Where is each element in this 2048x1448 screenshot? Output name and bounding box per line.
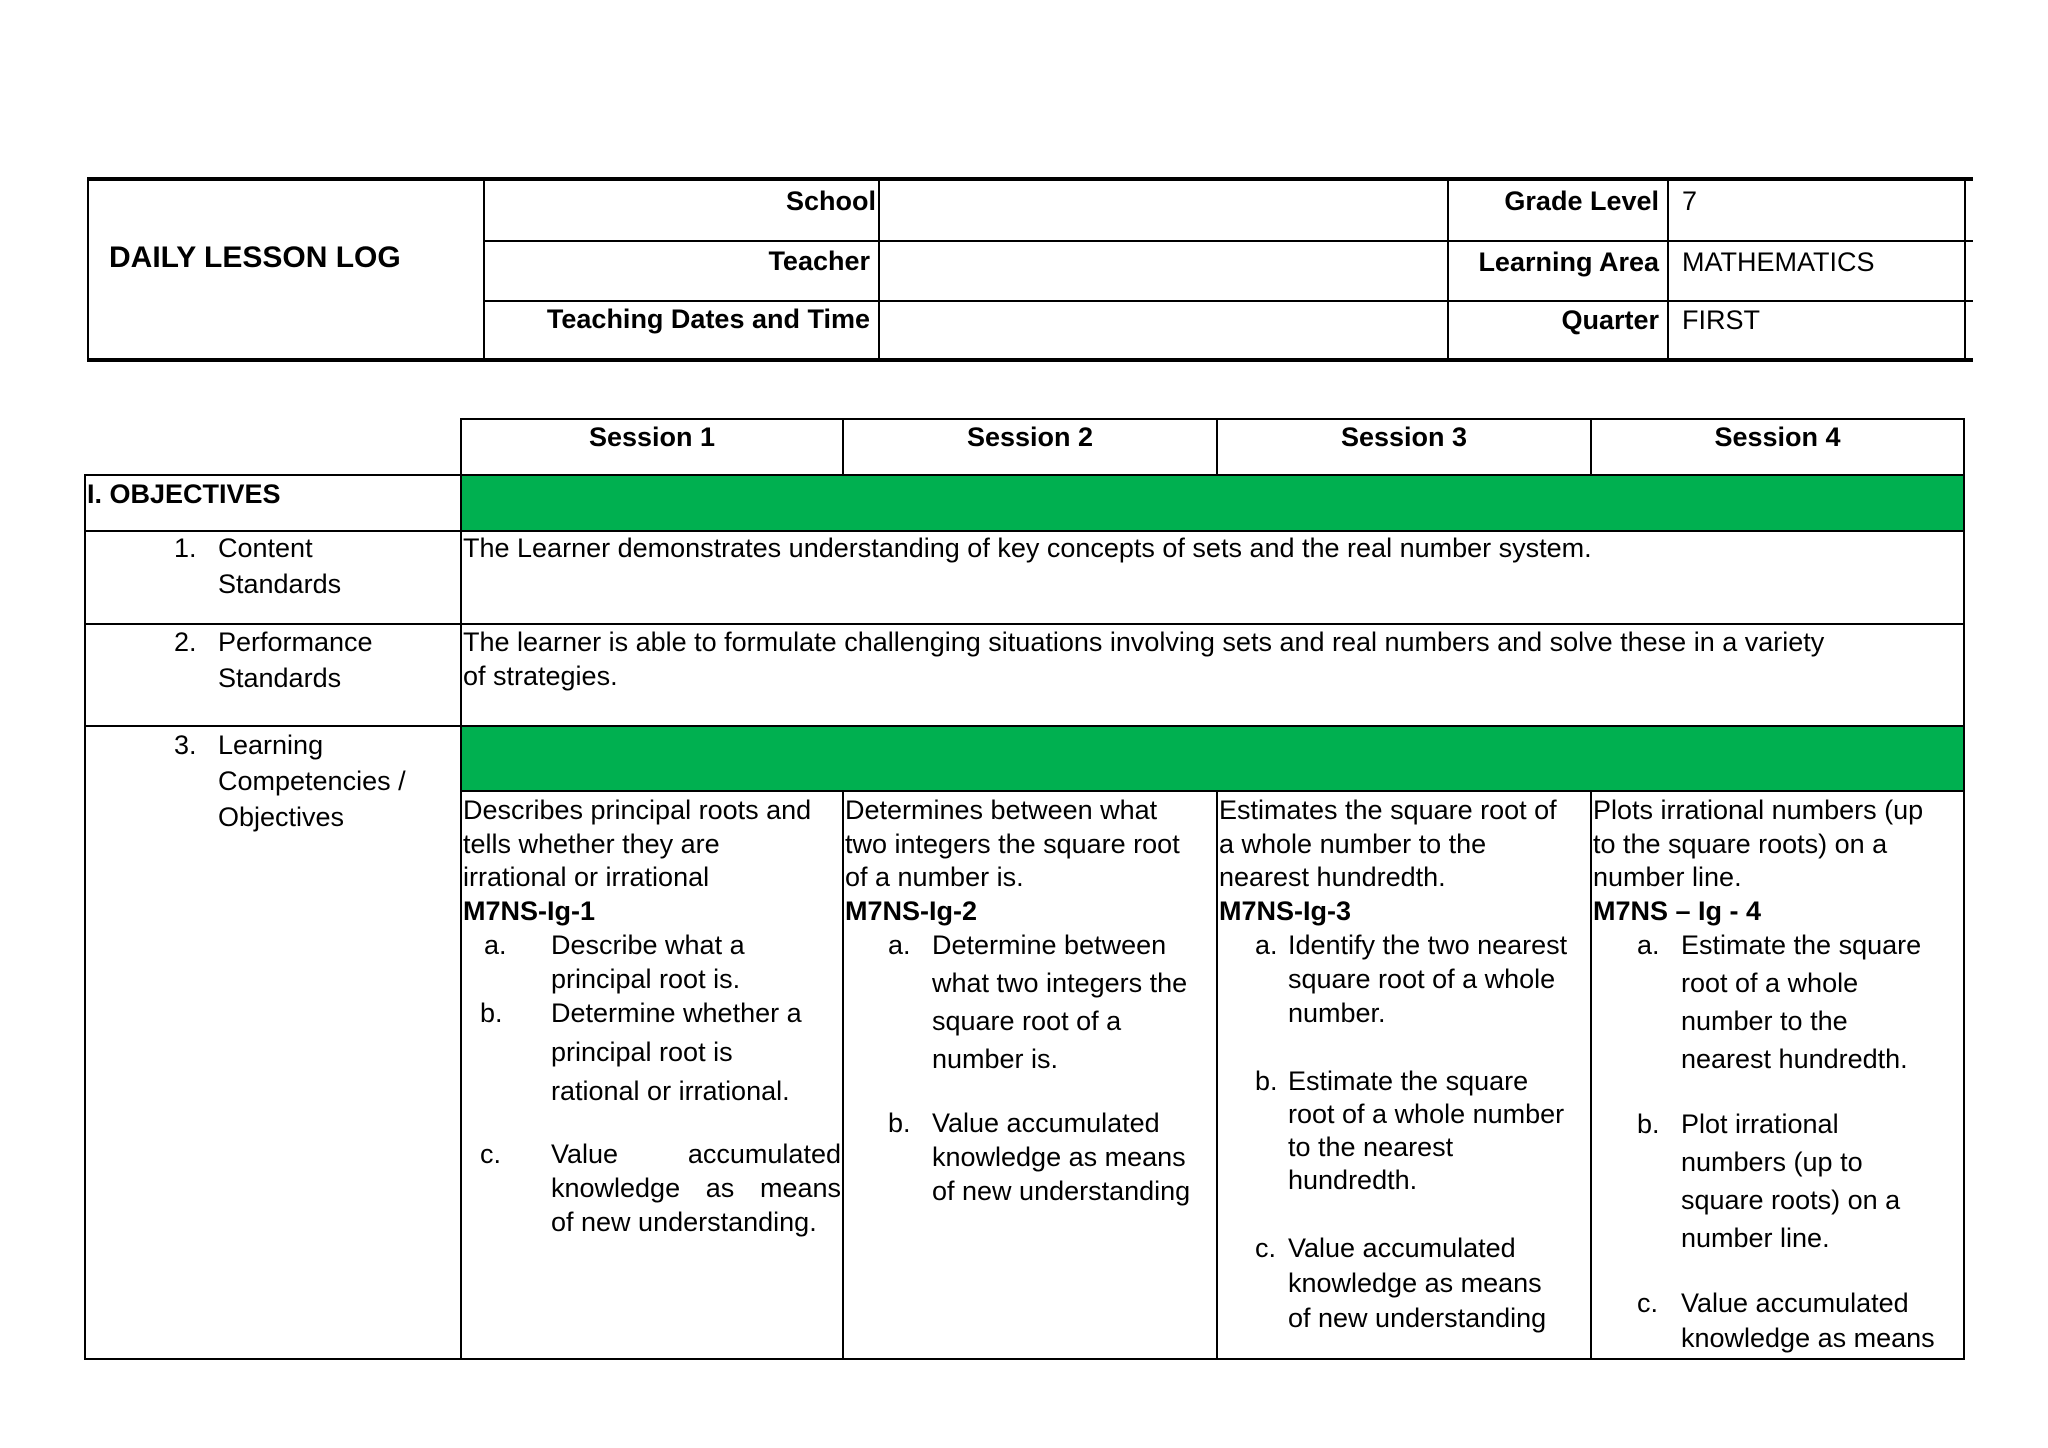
list-item: root of a whole number — [1288, 1099, 1565, 1129]
list-item: principal root is — [551, 1037, 733, 1067]
learning-area-value: MATHEMATICS — [1682, 247, 1875, 277]
competency-line: Plots irrational numbers (up — [1593, 795, 1924, 825]
competency-line: two integers the square root — [845, 829, 1180, 859]
learning-competencies-label: Learning — [218, 730, 324, 760]
list-marker: a. — [888, 930, 911, 960]
list-item: nearest hundredth. — [1681, 1044, 1908, 1074]
objectives-green-bar — [462, 476, 1963, 531]
list-item: numbers (up to — [1681, 1147, 1863, 1177]
competency-line: tells whether they are — [463, 829, 720, 859]
list-item: knowledge as means — [551, 1173, 841, 1203]
list-item: knowledge as means — [1681, 1323, 1935, 1353]
list-item: square roots) on a — [1681, 1185, 1901, 1215]
performance-standards-label: Performance — [218, 627, 373, 657]
competency-code: M7NS-Ig-1 — [463, 896, 596, 926]
performance-standards-text: of strategies. — [463, 661, 618, 691]
grade-level-label: Grade Level — [1504, 186, 1659, 216]
session-1-header: Session 1 — [588, 422, 716, 452]
competency-code: M7NS-Ig-3 — [1219, 896, 1352, 926]
list-marker: c. — [1255, 1233, 1277, 1263]
learning-competencies-number: 3. — [174, 730, 197, 760]
competencies-green-bar — [462, 726, 1963, 790]
list-item: Value accumulated — [551, 1139, 841, 1169]
content-standards-text: The Learner demonstrates understanding of key concepts of sets and the real number system. — [463, 533, 1592, 563]
content-standards-number: 1. — [174, 533, 197, 563]
list-item: what two integers the — [932, 968, 1188, 998]
session-3-header: Session 3 — [1340, 422, 1468, 452]
list-item: number. — [1288, 998, 1386, 1028]
teacher-label: Teacher — [768, 246, 870, 276]
list-item: Plot irrational — [1681, 1109, 1839, 1139]
document-title: DAILY LESSON LOG — [109, 241, 401, 274]
session-4-header: Session 4 — [1714, 422, 1841, 452]
list-item: number line. — [1681, 1223, 1830, 1253]
list-marker: a. — [1637, 930, 1660, 960]
list-marker: b. — [1255, 1066, 1278, 1096]
list-marker: a. — [484, 930, 507, 960]
teaching-dates-field[interactable] — [880, 302, 1447, 358]
competency-line: a whole number to the — [1219, 829, 1487, 859]
list-marker: b. — [1637, 1109, 1660, 1139]
list-item: square root of a — [932, 1006, 1122, 1036]
list-item: of new understanding — [1288, 1303, 1547, 1333]
performance-standards-label: Standards — [218, 663, 342, 693]
list-item: number to the — [1681, 1006, 1848, 1036]
content-standards-label: Standards — [218, 569, 342, 599]
competency-line: Estimates the square root of — [1219, 795, 1557, 825]
performance-standards-number: 2. — [174, 627, 197, 657]
competency-line: Describes principal roots and — [463, 795, 812, 825]
quarter-label: Quarter — [1561, 305, 1659, 335]
list-item: Describe what a — [551, 930, 745, 960]
competency-line: nearest hundredth. — [1219, 862, 1446, 892]
teaching-dates-label: Teaching Dates and Time — [546, 304, 870, 334]
grade-level-value: 7 — [1682, 186, 1698, 216]
list-item: square root of a whole — [1288, 964, 1556, 994]
list-item: knowledge as means — [932, 1142, 1186, 1172]
competency-code: M7NS-Ig-2 — [845, 896, 978, 926]
list-item: Value accumulated — [932, 1108, 1160, 1138]
teacher-field[interactable] — [880, 242, 1447, 300]
list-marker: b. — [888, 1108, 911, 1138]
list-item: Estimate the square — [1288, 1066, 1529, 1096]
competency-line: of a number is. — [845, 862, 1024, 892]
list-marker: c. — [1637, 1288, 1659, 1318]
school-label: School — [785, 186, 876, 216]
list-item: of new understanding — [932, 1176, 1191, 1206]
list-item: principal root is. — [551, 964, 741, 994]
list-marker: a. — [1255, 930, 1278, 960]
list-item: Value accumulated — [1288, 1233, 1516, 1263]
objectives-heading: I. OBJECTIVES — [87, 479, 281, 509]
learning-competencies-label: Objectives — [218, 802, 345, 832]
list-item: Determine between — [932, 930, 1167, 960]
list-item: Determine whether a — [551, 998, 802, 1028]
list-item: number is. — [932, 1044, 1059, 1074]
session-2-header: Session 2 — [966, 422, 1094, 452]
learning-area-label: Learning Area — [1478, 247, 1659, 277]
list-item: knowledge as means — [1288, 1268, 1542, 1298]
list-marker: b. — [480, 998, 503, 1028]
list-marker: c. — [480, 1139, 502, 1169]
list-item: Value accumulated — [1681, 1288, 1909, 1318]
list-item: of new understanding. — [551, 1207, 817, 1237]
performance-standards-text: The learner is able to formulate challenging situations involving sets and real numbers and solve these in a variety — [463, 627, 1825, 657]
competency-code: M7NS – Ig - 4 — [1593, 896, 1762, 926]
competency-line: irrational or irrational — [463, 862, 710, 892]
competency-line: Determines between what — [845, 795, 1158, 825]
school-field[interactable] — [880, 181, 1447, 240]
list-item: hundredth. — [1288, 1165, 1418, 1195]
quarter-value: FIRST — [1682, 305, 1760, 335]
list-item: rational or irrational. — [551, 1076, 790, 1106]
list-item: to the nearest — [1288, 1132, 1454, 1162]
list-item: Estimate the square — [1681, 930, 1922, 960]
competency-line: number line. — [1593, 862, 1742, 892]
competency-line: to the square roots) on a — [1593, 829, 1888, 859]
list-item: Identify the two nearest — [1288, 930, 1568, 960]
learning-competencies-label: Competencies / — [218, 766, 406, 796]
content-standards-label: Content — [218, 533, 313, 563]
list-item: root of a whole — [1681, 968, 1859, 998]
